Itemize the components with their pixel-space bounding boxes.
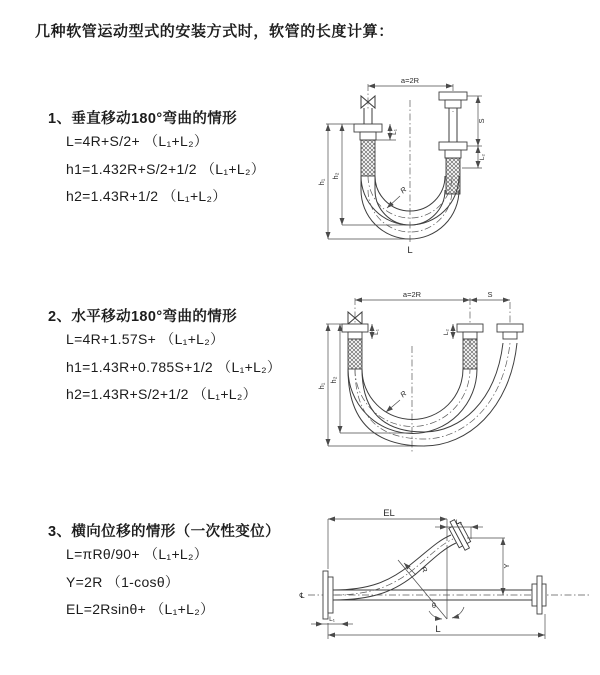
dim-label-s: S	[477, 118, 486, 124]
angle-arc	[429, 611, 442, 619]
dim-label-l1: L₁	[391, 129, 398, 135]
flange	[323, 571, 328, 619]
formula-line: L=4R+S/2+ （L₁+L₂）	[66, 133, 209, 149]
diagram-horizontal-180-bend	[312, 288, 577, 458]
flange	[503, 332, 517, 339]
angle-arc	[452, 607, 464, 618]
dim-label-l2: L₂	[479, 153, 486, 161]
flange	[497, 324, 523, 332]
formula-line: L=4R+1.57S+ （L₁+L₂）	[66, 331, 225, 347]
dim-label-y: Y	[502, 563, 511, 569]
dim-label-l1: L₁	[329, 616, 335, 623]
hose-braid	[463, 339, 477, 369]
formula-line: h2=1.43R+1/2 （L₁+L₂）	[66, 188, 227, 204]
formula-line: h1=1.432R+S/2+1/2 （L₁+L₂）	[66, 160, 266, 177]
hose-curve-moved	[333, 543, 456, 600]
dim-label-h2: h₂	[331, 172, 340, 180]
dim-label-r: R	[398, 184, 409, 196]
flange	[348, 332, 362, 339]
flange	[360, 132, 376, 140]
section-2-heading: 2、水平移动180°弯曲的情形	[48, 309, 238, 325]
dim-label-l: L	[407, 245, 413, 256]
dim-label-l2: L₂	[455, 519, 463, 526]
flange	[463, 332, 477, 339]
section-3-formulas	[48, 541, 214, 624]
dim-label-s: S	[487, 290, 493, 299]
dim-label-h2: h₂	[329, 376, 338, 384]
formula-line: EL=2Rsinθ+ （L₁+L₂）	[66, 601, 215, 617]
page-title: 几种软管运动型式的安装方式时，软管的长度计算：	[35, 23, 394, 40]
formula-line: Y=2R （1-cosθ）	[66, 573, 180, 590]
flange	[445, 100, 461, 108]
dim-label-l2: L₂	[443, 328, 450, 336]
section-2-formulas	[48, 326, 281, 409]
centerline-mark: ℄	[299, 591, 305, 600]
hose-curve	[362, 369, 463, 420]
radius-leader	[387, 196, 400, 208]
flange	[537, 576, 542, 614]
dim-label-r: R	[398, 388, 409, 400]
dim-label-el: EL	[383, 508, 395, 519]
section-1-formulas	[48, 128, 265, 211]
hose-braid	[361, 140, 375, 176]
dim-label-l1: L₁	[373, 329, 380, 335]
formula-line: h1=1.43R+0.785S+1/2 （L₁+L₂）	[66, 358, 282, 375]
flange	[439, 142, 467, 150]
flange	[439, 92, 467, 100]
flange	[354, 124, 382, 132]
dim-label-a2r: a=2R	[402, 290, 422, 299]
formula-line: L=πRθ/90+ （L₁+L₂）	[66, 546, 209, 562]
flange	[328, 577, 333, 613]
flange	[457, 324, 483, 332]
flange	[542, 584, 546, 606]
flange	[532, 584, 537, 606]
diagram-lateral-displacement	[295, 505, 595, 650]
flange	[445, 150, 461, 158]
dim-label-theta: θ	[431, 601, 437, 610]
dim-label-r: R	[418, 564, 430, 575]
radius-leader	[386, 400, 400, 412]
hose-centerline	[355, 343, 510, 439]
hose-centerline	[355, 369, 470, 426]
section-1-heading: 1、垂直移动180°弯曲的情形	[48, 111, 238, 127]
diagram-vertical-180-bend	[310, 72, 580, 262]
formula-line: h2=1.43R+S/2+1/2 （L₁+L₂）	[66, 386, 257, 402]
dim-label-l: L	[435, 624, 441, 635]
dim-label-a2r: a=2R	[400, 76, 420, 85]
hose-braid	[348, 339, 362, 369]
flange	[342, 324, 368, 332]
dim-label-h1: h₁	[317, 382, 326, 390]
dim-label-h1: h₁	[317, 178, 326, 186]
section-3-heading: 3、横向位移的情形（一次性变位）	[48, 524, 280, 540]
hose-centerline	[333, 539, 453, 595]
hose-curve-moved	[333, 535, 451, 590]
